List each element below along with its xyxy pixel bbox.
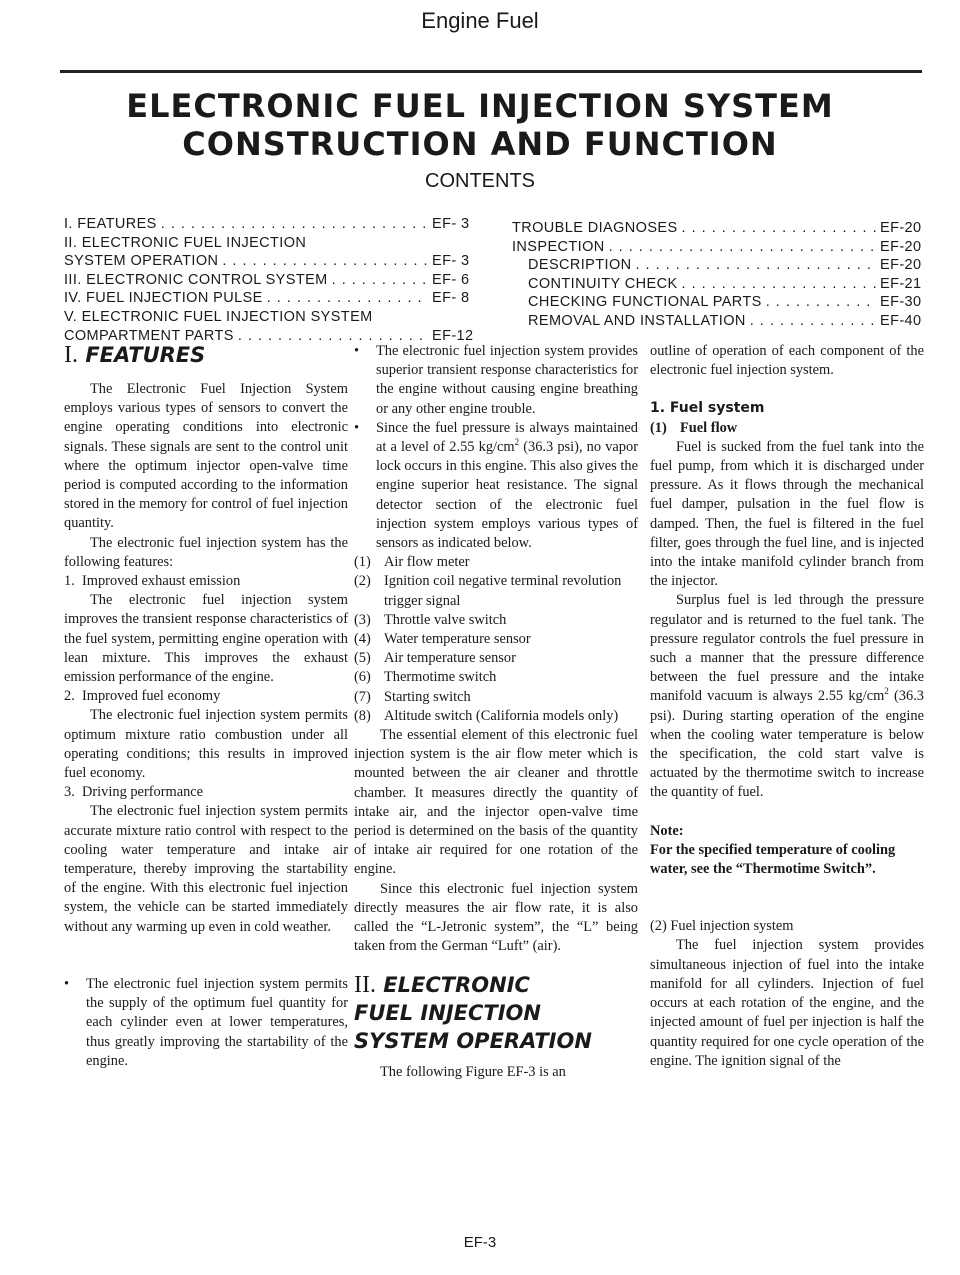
- paragraph: Since this electronic fuel injection system directly measures the air flow rate, it is also called the “L-Jetronic system”, the “L” being taken from the German “Luft” (air).: [354, 880, 638, 955]
- feature-item: 2. Improved fuel economy: [64, 688, 221, 705]
- toc-entry[interactable]: V. ELECTRONIC FUEL INJECTION SYSTEM: [64, 308, 373, 325]
- sensor-item: (8) Altitude switch (California models only): [354, 707, 619, 724]
- bullet-icon: •: [354, 343, 360, 359]
- paragraph: The fuel injection system provides simultaneous injection of fuel into the intake manifold for all cylinders. Injection of fuel occurs at each rotation of the engine, and the injected amount of fuel per injection is half the quantity required for one cycle operation of the engine. The ignition signal of the: [650, 937, 924, 1069]
- column-3: [650, 342, 924, 1071]
- sensor-item: (1) Air flow meter: [354, 554, 470, 571]
- paragraph: The electronic fuel injection system permits optimum mixture ratio combustion under all operating conditions; this results in improved fuel economy.: [64, 707, 348, 782]
- toc-entry[interactable]: SYSTEM OPERATION . . . EF- 3: [64, 252, 476, 271]
- bullet-item: • Since the fuel pressure is always maintained at a level of 2.55 $kg/cm^2$ (36.3 psi), no vapor lock occurs in this engine. This also gives the engine superior heat resistance. The signal detector section of the electronic fuel injection system employs various types of sensors as indicated below.: [354, 419, 638, 553]
- sensor-item: (2) Ignition coil negative terminal revolution trigger signal: [354, 573, 622, 609]
- toc-entry[interactable]: DESCRIPTION . . . EF-20: [512, 256, 924, 275]
- column-1: [64, 342, 348, 1071]
- sensor-item: (6) Thermotime switch: [354, 669, 497, 686]
- section-heading-operation-line2: FUEL INJECTION: [354, 1000, 541, 1025]
- note-heading: Note:: [650, 822, 684, 839]
- toc-entry[interactable]: II. ELECTRONIC FUEL INJECTION: [64, 234, 307, 251]
- paragraph: The electronic fuel injection system permits accurate mixture ratio control with respect to the cooling water temperature and intake air temperature, thereby improving the startability of the engine. With this electronic fuel injection system, the vehicle can be started immediately without any warming up even in cold weather.: [64, 803, 348, 935]
- feature-item: 3. Driving performance: [64, 784, 204, 801]
- paragraph: outline of operation of each component of the electronic fuel injection system.: [650, 343, 924, 379]
- paragraph: The electronic fuel injection system improves the transient response characteristics of the fuel system, permitting engine operation with lean mixture. This improves the exhaust emission performance of the engine.: [64, 592, 348, 686]
- page-number: EF-3: [463, 1234, 497, 1251]
- bullet-icon: •: [64, 975, 70, 992]
- section-heading-operation: II. ELECTRONIC: [354, 971, 530, 998]
- toc-entry[interactable]: COMPARTMENT PARTS . . . EF-12: [64, 327, 476, 346]
- bullet-item: • The electronic fuel injection system provides superior transient response characteristics for the engine without causing engine breathing or any other engine trouble.: [354, 342, 638, 419]
- subsection-heading: 1. Fuel system: [650, 400, 765, 417]
- toc-entry[interactable]: TROUBLE DIAGNOSES . . . EF-20: [512, 219, 924, 238]
- subsubsection-heading: (2) Fuel injection system: [650, 918, 794, 935]
- contents-right: [512, 219, 924, 331]
- subsubsection-heading: (1) Fuel flow: [650, 419, 738, 436]
- running-header: Engine Fuel: [421, 8, 539, 33]
- toc-entry[interactable]: CHECKING FUNCTIONAL PARTS . . . EF-30: [512, 293, 924, 312]
- paragraph: The Electronic Fuel Injection System employs various types of sensors to convert the engine operating conditions into electronic signals. These signals are sent to the control unit where the optimum injector open-valve time period is computed according to the information stored in the memory for control of fuel injection quantity.: [64, 381, 348, 532]
- note-text: For the specified temperature of cooling water, see the “Thermotime Switch”.: [650, 841, 896, 878]
- toc-entry[interactable]: INSPECTION . . . EF-20: [512, 238, 924, 257]
- page-title-line2: CONSTRUCTION AND FUNCTION: [182, 125, 778, 163]
- paragraph: The essential element of this electronic fuel injection system is the air flow meter which is mounted between the air cleaner and throttle chamber. It measures directly the quantity of intake air, and the injector open-valve time period is determined on the basis of the quantity of intake air required for one rotation of the engine.: [354, 727, 638, 878]
- sensor-item: (5) Air temperature sensor: [354, 650, 516, 667]
- toc-entry[interactable]: IV. FUEL INJECTION PULSE . . . EF- 8: [64, 289, 476, 308]
- contents-heading: CONTENTS: [425, 170, 535, 192]
- sensor-item: (7) Starting switch: [354, 688, 471, 705]
- section-heading-operation-line3: SYSTEM OPERATION: [354, 1028, 592, 1053]
- toc-entry[interactable]: CONTINUITY CHECK . . . EF-21: [512, 275, 924, 294]
- sensor-item: (3) Throttle valve switch: [354, 611, 507, 628]
- header-rule: [60, 70, 922, 73]
- paragraph: Surplus fuel is led through the pressure regulator and is returned to the fuel tank. The pressure regulator controls the fuel pressure in such a manner that the pressure difference between the fuel pressure and the intake manifold vacuum is always 2.55 $kg/cm^2$ (36.3 psi). During starting operation of the engine when the cooling water temperature is below the specification, the cold start valve is actuated by the thermotime switch to increase the quantity of fuel.: [650, 592, 924, 801]
- sensor-item: (4) Water temperature sensor: [354, 631, 531, 648]
- contents-left: [64, 215, 476, 345]
- paragraph: The electronic fuel injection system has the following features:: [64, 534, 348, 570]
- column-2: [354, 342, 638, 1082]
- toc-entry[interactable]: I. FEATURES . . . EF- 3: [64, 215, 476, 234]
- section-heading-features: I. FEATURES: [64, 342, 206, 368]
- toc-entry[interactable]: REMOVAL AND INSTALLATION . . . EF-40: [512, 312, 924, 331]
- bullet-icon: •: [354, 419, 360, 436]
- feature-item: 1. Improved exhaust emission: [64, 573, 241, 590]
- paragraph: Fuel is sucked from the fuel tank into the fuel pump, from which it is discharged under pressure. As it flows through the mechanical fuel damper, pulsation in the fuel flow is damped. Then, the fuel is filtered in the fuel filter, goes through the fuel line, and is injected into the intake manifold cylinder branch from the injector.: [650, 438, 924, 590]
- paragraph: The following Figure EF-3 is an: [380, 1063, 566, 1080]
- page-title-line1: ELECTRONIC FUEL INJECTION SYSTEM: [126, 87, 834, 125]
- toc-entry[interactable]: III. ELECTRONIC CONTROL SYSTEM . . . EF- 6: [64, 271, 476, 290]
- bullet-item: • The electronic fuel injection system permits the supply of the optimum fuel quantity for each cylinder even at lower temperatures, thus greatly improving the startability of the engine.: [64, 975, 348, 1071]
